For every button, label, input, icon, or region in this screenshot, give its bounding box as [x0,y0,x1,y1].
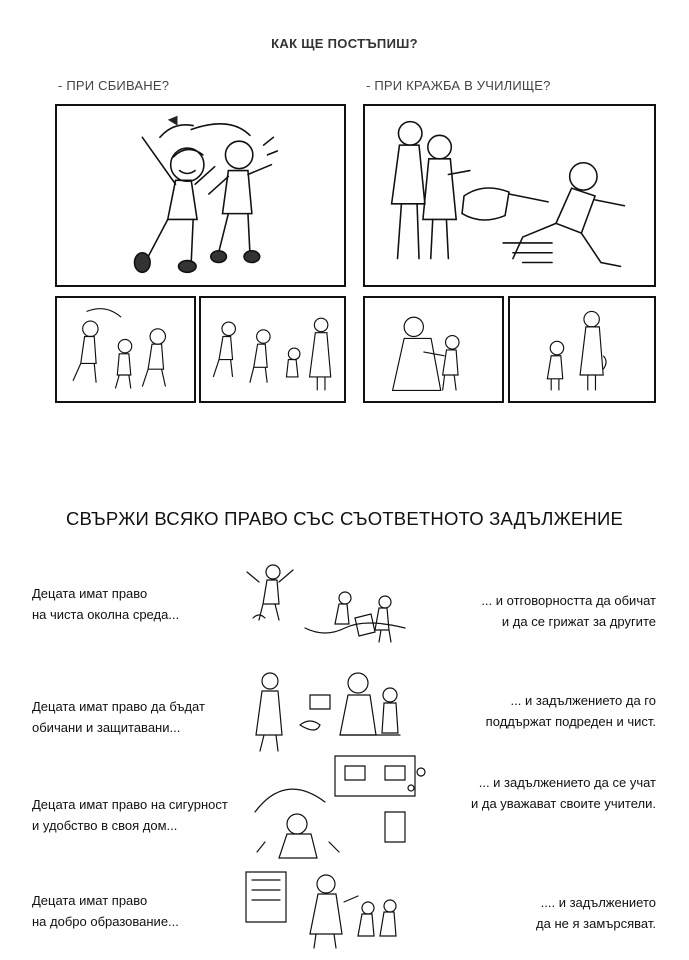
theft-scene-illustration [365,106,654,285]
theft-scene-frame [363,104,656,287]
theft-small-frame-2 [508,296,656,403]
duty-2-line-1: ... и задължението да го [510,693,656,708]
theft-small-illustration-1 [365,298,502,401]
duty-keep-tidy [486,690,656,732]
fight-small-frame-2 [199,296,346,403]
question-theft: - ПРИ КРАЖБА В УЧИЛИЩЕ? [366,78,551,93]
matching-title: СВЪРЖИ ВСЯКО ПРАВО СЪС СЪОТВЕТНОТО ЗАДЪЛЖЕНИЕ [65,508,623,529]
duty-3-line-2: и да уважават своите учители. [471,796,656,811]
right-loved-protected [32,696,205,738]
right-3-line-1: Децата имат право на сигурност [32,797,228,812]
loved-protected-illustration [240,665,415,755]
duty-1-line-1: ... и отговорността да обичат [481,593,656,608]
right-1-line-2: на чиста околна среда... [32,607,180,622]
right-4-line-1: Децата имат право [32,893,148,908]
duty-learn-respect [471,772,656,814]
right-4-line-2: на добро образование... [32,914,179,929]
duty-love-care [481,590,656,632]
safe-home-illustration [245,752,430,864]
fight-scene-illustration [57,106,344,285]
question-fight: - ПРИ СБИВАНЕ? [58,78,170,93]
worksheet-title: КАК ЩЕ ПОСТЪПИШ? [271,36,418,51]
fight-small-frame-1 [55,296,196,403]
right-2-line-1: Децата имат право да бъдат [32,699,205,714]
right-2-line-2: обичани и защитавани... [32,720,181,735]
clean-environment-illustration [245,558,415,658]
duty-4-line-1: .... и задължението [540,895,656,910]
duty-4-line-2: да не я замърсяват. [536,916,656,931]
right-education [32,890,179,932]
fight-small-illustration-1 [57,298,194,401]
duty-3-line-1: ... и задължението да се учат [478,775,656,790]
duty-no-pollution [536,892,656,934]
theft-small-frame-1 [363,296,504,403]
education-illustration [240,862,410,952]
fight-small-illustration-2 [201,298,344,401]
fight-scene-frame [55,104,346,287]
right-1-line-1: Децата имат право [32,586,148,601]
right-3-line-2: и удобство в своя дом... [32,818,178,833]
theft-small-illustration-2 [510,298,654,401]
duty-2-line-2: поддържат подреден и чист. [485,714,656,729]
right-safe-home [32,794,228,836]
duty-1-line-2: и да се грижат за другите [501,614,656,629]
right-clean-environment [32,583,179,625]
